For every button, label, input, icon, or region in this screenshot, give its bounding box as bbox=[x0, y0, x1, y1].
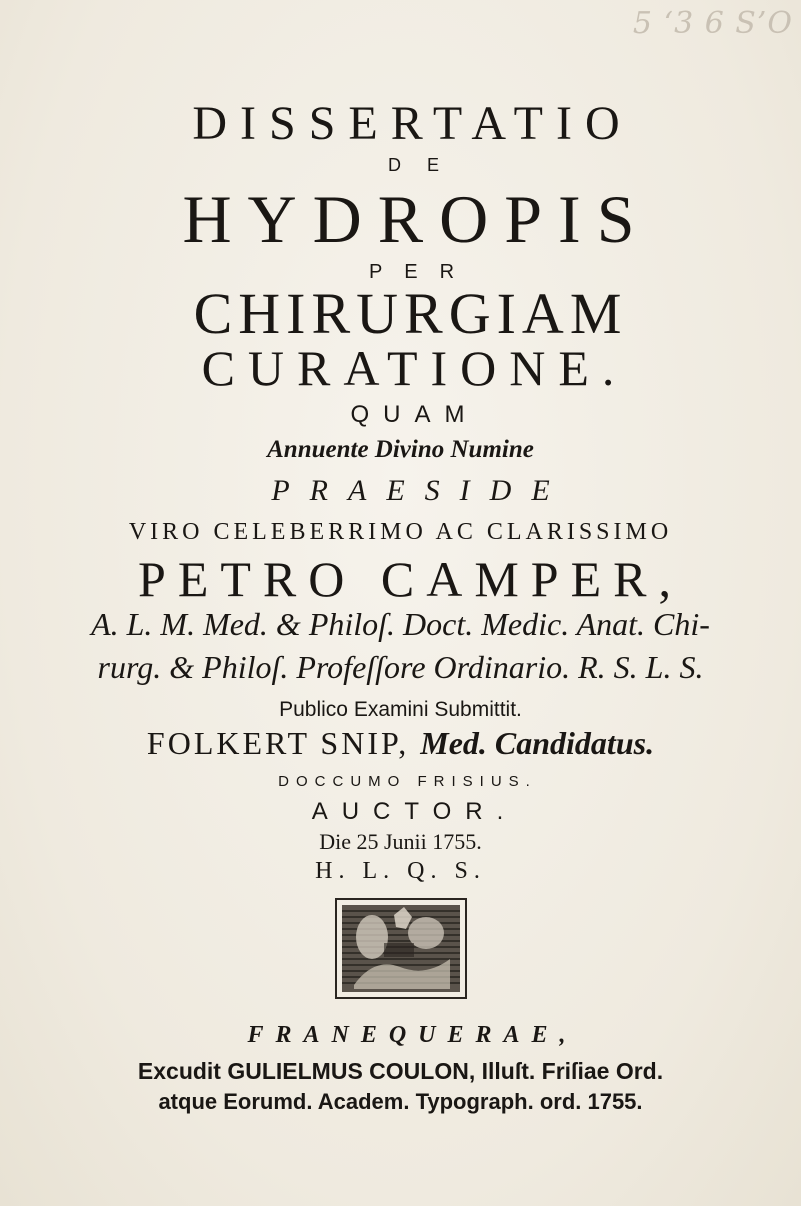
title-quam: QUAM bbox=[350, 401, 479, 428]
praeses-name: PETRO CAMPER, bbox=[138, 551, 683, 607]
shelfmark-annotation: 5 ‘3 6 S’O bbox=[632, 6, 793, 41]
praeses-titles-line-1: A. L. M. Med. & Philoſ. Doct. Medic. Anat. Chi- bbox=[91, 606, 710, 642]
title-curatione: CURATIONE. bbox=[201, 340, 628, 396]
imprint-printer-line: Excudit GULIELMUS COULON, Illuſt. Friſiae Ord. bbox=[137, 1058, 664, 1084]
viro-line: VIRO CELEBERRIMO AC CLARISSIMO bbox=[128, 519, 673, 545]
imprint-printer-line-2: atque Eorumd. Academ. Typograph. ord. 1755. bbox=[158, 1089, 643, 1114]
author-candidatus: Med. Candidatus. bbox=[420, 725, 655, 761]
annuente-line: Annuente Divino Numine bbox=[267, 436, 534, 463]
title-de: DE bbox=[387, 155, 465, 175]
title-hydropis: HYDROPIS bbox=[182, 181, 651, 257]
title-dissertatio: DISSERTATIO bbox=[192, 97, 633, 150]
author-origin: DOCCUMO FRISIUS. bbox=[278, 773, 537, 790]
hlqs-line: H. L. Q. S. bbox=[315, 858, 486, 884]
author-name: FOLKERT SNIP, bbox=[146, 725, 421, 761]
title-per: PER bbox=[368, 261, 477, 283]
praeses-titles-line-2: rurg. & Philoſ. Profeſſore Ordinario. R. S. L. S. bbox=[97, 649, 704, 685]
publico-line: Publico Examini Submittit. bbox=[279, 698, 522, 721]
imprint-place: FRANEQUERAE, bbox=[247, 1022, 578, 1048]
praeside-line: PRAESIDE bbox=[271, 474, 570, 507]
printers-device-emblem-icon bbox=[334, 897, 468, 1000]
auctor-line: AUCTOR. bbox=[311, 798, 518, 825]
title-chirurgiam: CHIRURGIAM bbox=[193, 281, 628, 346]
date-line: Die 25 Junii 1755. bbox=[319, 829, 482, 854]
author-line bbox=[0, 725, 801, 762]
